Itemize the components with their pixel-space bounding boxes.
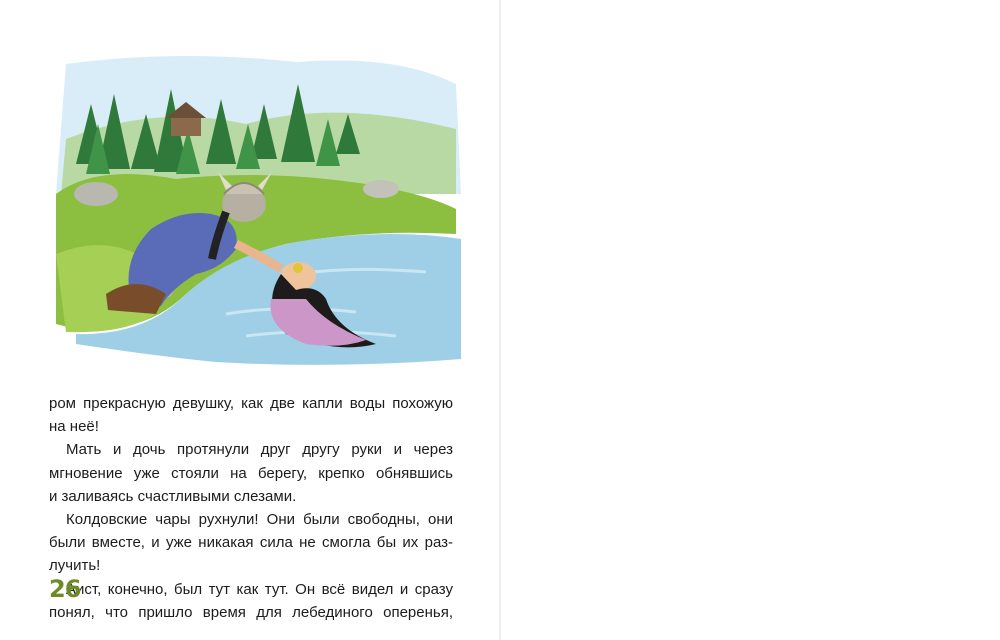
right-page: [500, 0, 1000, 640]
left-page-text: [49, 392, 453, 624]
text-line: понял, что пришло время для лебединого оперенья,: [49, 603, 453, 621]
text-line: ром прекрасную девушку, как две капли воды похожую: [49, 395, 453, 412]
text-line: Аист, конечно, был тут как тут. Он всё видел и сразу: [66, 580, 453, 598]
text-line: на неё!: [49, 418, 99, 436]
story-illustration: [36, 44, 466, 374]
text-line: лучить!: [49, 557, 101, 575]
page-number-left: 26: [49, 575, 81, 603]
text-line: мгновение уже стояли на берегу, крепко обнявшись: [49, 464, 453, 482]
text-line: и заливаясь счастливыми слезами.: [49, 487, 297, 505]
text-line: Мать и дочь протянули друг другу руки и через: [66, 441, 453, 459]
text-line: Колдовские чары рухнули! Они были свободны, они: [66, 511, 453, 529]
text-line: были вместе, и уже никакая сила не смогла бы их раз-: [49, 534, 453, 552]
